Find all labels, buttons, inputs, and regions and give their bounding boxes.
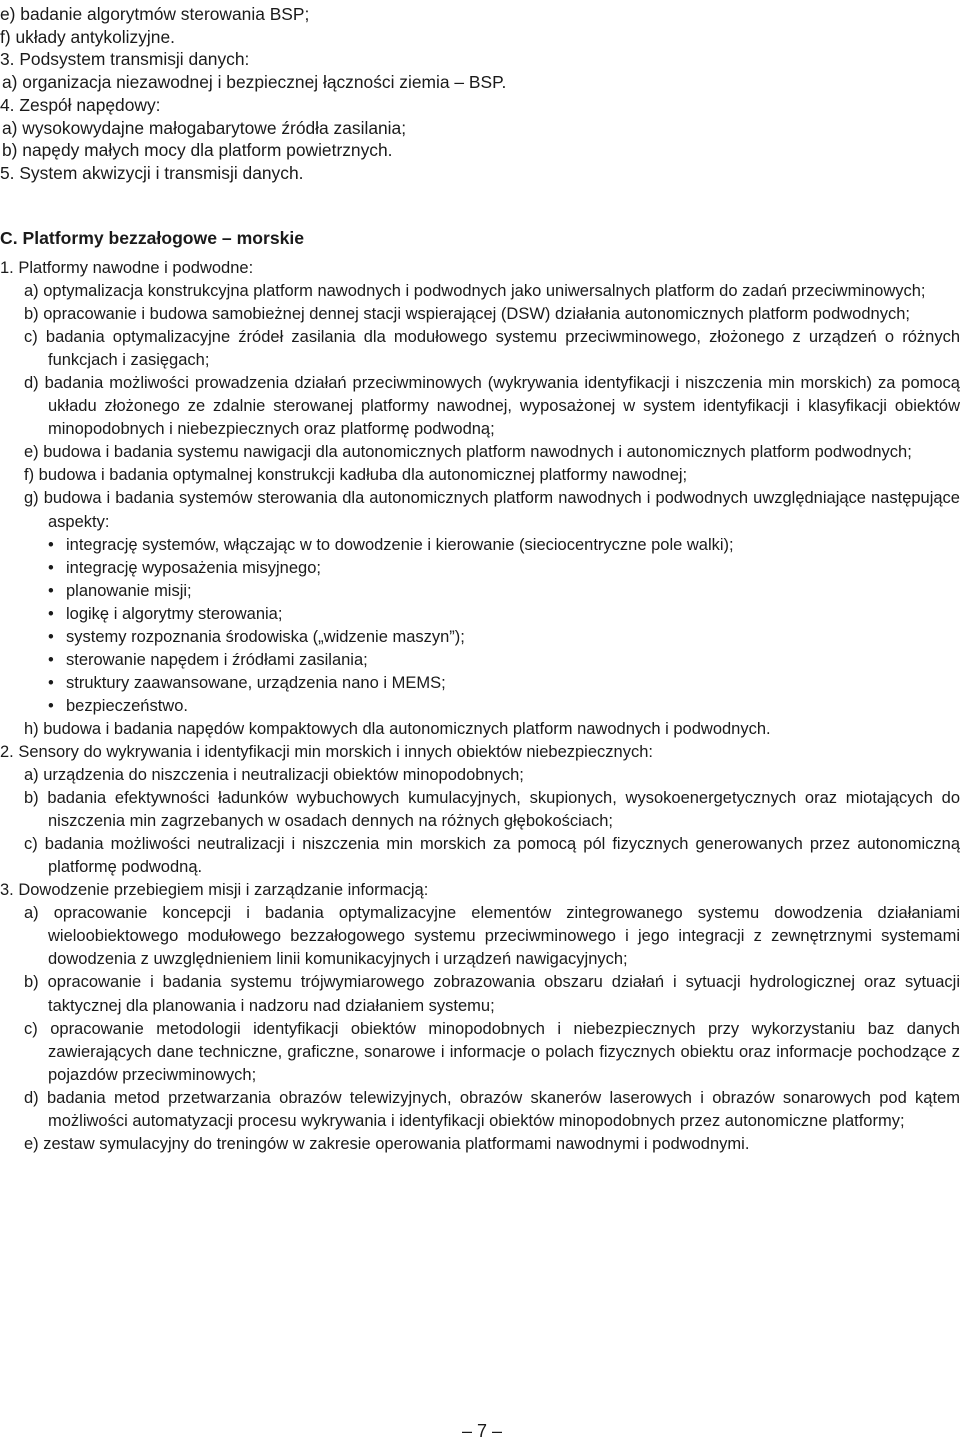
bullet-icon: • [48, 535, 54, 554]
bullet-item [0, 603, 960, 626]
section-title: 2. Sensory do wykrywania i identyfikacji min morskich i innych obiektów niebezpiecznych: [0, 742, 653, 761]
list-item: f) budowa i badania optymalnej konstrukcji kadłuba dla autonomicznej platformy nawodnej; [24, 466, 688, 485]
continued-list [0, 3, 960, 185]
bullet-icon: • [48, 604, 54, 623]
list-line: a) organizacja niezawodnej i bezpiecznej łączności ziemia – BSP. [2, 72, 507, 93]
bullet-icon: • [48, 650, 54, 669]
bullet-item [0, 695, 960, 718]
list-item: b) badania efektywności ładunków wybuchowych kumulacyjnych, skupionych, wysokoenergetycznych oraz miotających do niszczenia min zagrzebanych w osadach dennych na różnych głębokościach; [24, 789, 960, 831]
bullet-icon: • [48, 558, 54, 577]
list-line: b) napędy małych mocy dla platform powietrznych. [2, 140, 393, 161]
list-item: a) optymalizacja konstrukcyjna platform nawodnych i podwodnych jako uniwersalnych platform do zadań przeciwminowych; [24, 282, 926, 301]
list-line: 5. System akwizycji i transmisji danych. [0, 162, 304, 183]
list-item: h) budowa i badania napędów kompaktowych dla autonomicznych platform nawodnych i podwodnych. [24, 719, 771, 738]
section-heading: C. Platformy bezzałogowe – morskie [0, 228, 305, 248]
list-item: d) badania możliwości prowadzenia działań przeciwminowych (wykrywania identyfikacji i niszczenia min morskich) za pomocą układu złożonego ze zdalnie sterowanej platformy nawodnej, wyposażonej w system identyfikacji i klasyfikacji obiektów minopodobnych i niebezpiecznych oraz platformę podwodną; [24, 374, 960, 439]
list-line: a) wysokowydajne małogabarytowe źródła zasilania; [2, 117, 407, 138]
bullet-text: planowanie misji; [66, 581, 192, 600]
bullet-text: struktury zaawansowane, urządzenia nano i MEMS; [66, 673, 446, 692]
bullet-text: systemy rozpoznania środowiska („widzenie maszyn”); [66, 627, 465, 646]
main-content [0, 257, 960, 1156]
list-item: a) urządzenia do niszczenia i neutralizacji obiektów minopodobnych; [24, 766, 524, 785]
page-number: – 7 – [462, 1421, 503, 1441]
list-line: e) badanie algorytmów sterowania BSP; [0, 4, 310, 24]
list-item: e) budowa i badania systemu nawigacji dla autonomicznych platform nawodnych i autonomicznych platform podwodnych; [24, 443, 912, 462]
list-item: b) opracowanie i budowa samobieżnej dennej stacji wspierającej (DSW) działania autonomicznych platform podwodnych; [24, 305, 910, 324]
bullet-text: sterowanie napędem i źródłami zasilania; [66, 650, 368, 669]
bullet-text: bezpieczeństwo. [66, 696, 188, 715]
list-item: c) badania możliwości neutralizacji i niszczenia min morskich za pomocą pól fizycznych generowanych przez autonomiczną platformę podwodną. [24, 835, 960, 877]
list-item: e) zestaw symulacyjny do treningów w zakresie operowania platformami nawodnymi i podwodnymi. [24, 1134, 750, 1153]
bullet-item [0, 649, 960, 672]
bullet-icon: • [48, 696, 54, 715]
bullet-item [0, 626, 960, 649]
list-item: a) opracowanie koncepcji i badania optymalizacyjne elementów zintegrowanego systemu dowodzenia działaniami wieloobiektowego modułowego bezzałogowego systemu przeciwminowego i jego integracji z zewnętrznymi systemami dowodzenia z uwzględnieniem linii komunikacyjnych i urządzeń nawigacyjnych; [24, 904, 960, 969]
list-item: c) badania optymalizacyjne źródeł zasilania dla modułowego systemu przeciwminowego, złożonego z urządzeń o różnych funkcjach i zasięgach; [24, 328, 960, 370]
bullet-item [0, 672, 960, 695]
list-line: 4. Zespół napędowy: [0, 94, 161, 115]
bullet-item [0, 557, 960, 580]
bullet-item [0, 580, 960, 603]
bullet-text: logikę i algorytmy sterowania; [66, 604, 283, 623]
list-item: g) budowa i badania systemów sterowania dla autonomicznych platform nawodnych i podwodnych uwzględniające następujące aspekty: [24, 489, 960, 531]
list-item: d) badania metod przetwarzania obrazów telewizyjnych, obrazów skanerów laserowych i obrazów sonarowych pod kątem możliwości automatyzacji procesu wykrywania i identyfikacji obiektów minopodobnych przez autonomiczne platformy; [24, 1088, 960, 1130]
list-item: b) opracowanie i badania systemu trójwymiarowego zobrazowania obszaru działań i sytuacji hydrologicznej oraz sytuacji taktycznej dla planowania i nadzoru nad działaniem systemu; [24, 973, 960, 1015]
bullet-text: integrację wyposażenia misyjnego; [66, 558, 321, 577]
section-title: 1. Platformy nawodne i podwodne: [0, 259, 254, 277]
list-line: 3. Podsystem transmisji danych: [0, 49, 250, 70]
bullet-icon: • [48, 673, 54, 692]
list-line: f) układy antykolizyjne. [0, 26, 175, 47]
list-item: c) opracowanie metodologii identyfikacji obiektów minopodobnych i niebezpiecznych przy wykorzystaniu baz danych zawierających dane techniczne, graficzne, sonarowe i informacje o polach fizycznych obiektu oraz informacje pochodzące z pojazdów przeciwminowych; [24, 1019, 960, 1084]
bullet-icon: • [48, 627, 54, 646]
bullet-text: integrację systemów, włączając w to dowodzenie i kierowanie (sieciocentryczne pole walki); [66, 535, 734, 554]
section-title: 3. Dowodzenie przebiegiem misji i zarządzanie informacją: [0, 881, 429, 900]
bullet-icon: • [48, 581, 54, 600]
bullet-item [0, 534, 960, 557]
